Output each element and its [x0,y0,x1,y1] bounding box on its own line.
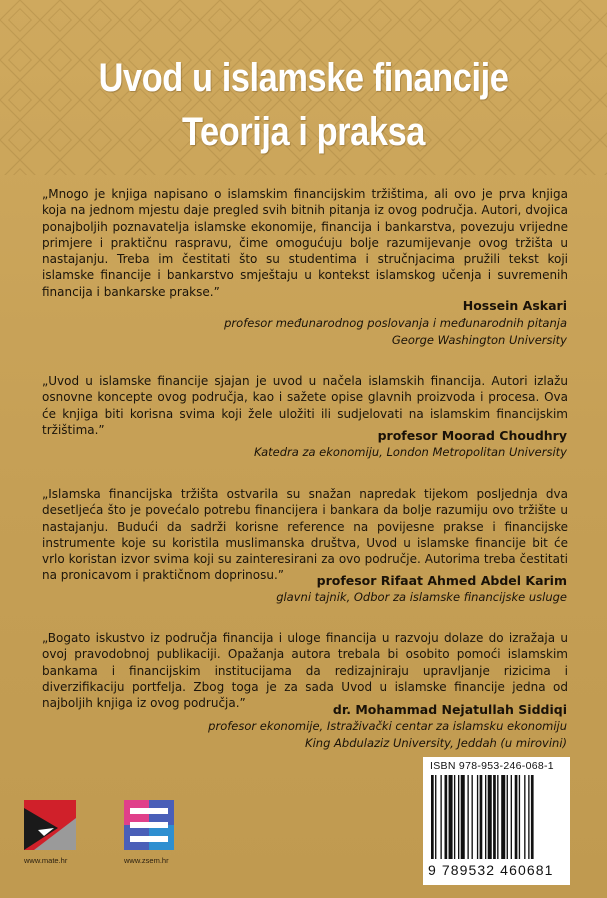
quote-4-author: dr. Mohammad Nejatullah Siddiqi [332,702,567,717]
barcode-digits: 9 789532 460681 [428,862,554,878]
quote-4-text: „Bogato iskustvo iz područja financija i uloge financija u razvoju dolaze do izražaja u ovoj pravodobnoj publikaciji. Opažanja autora trebala bi osobito pomoći islamskim bankama i financijskim institucijama da redizajniraju upravljanje rizicima i diverzifikaciju portfelja. Zbog toga je za sada Uvod u islamske financije jedna od najboljih knjiga iz ovog područja.” [42,631,568,711]
quote-3-text: „Islamska financijska tržišta ostvarila su snažan napredak tijekom posljednja dva desetljeća što je povećalo potrebu financijera i bankara da bolje razumiju ovo tržište u nastajanju. Budući da sadrži korisne reference na povijesne prakse i financijske instrumente koje su koristila muslimanska društva, Uvod u islamske financije bit će vrlo koristan izvor svima koji su zainteresirani za ovo područje. Autorima treba čestitati na pronicavom i praktičnom doprinosu.” [42,487,568,583]
quote-2-role-line1: Katedra za ekonomiju, London Metropolitan University [253,445,567,459]
book-title-line2: Teorija i praksa [182,110,425,154]
mate-logo-icon [24,800,76,850]
quote-1-author: Hossein Askari [462,298,567,313]
zsem-logo-icon [124,800,174,850]
mate-url: www.mate.hr [24,856,68,865]
quote-1-text: „Mnogo je knjiga napisano o islamskim financijskim tržištima, ali ovo je prva knjiga koja na jednom mjestu daje pregled svih bitnih pitanja iz ovog područja. Autori, dvojica ponajboljih poznavatelja islamske ekonomije, financija i bankarstva, povezuju vrijedne primjere i praktičnu raspravu, čime omogućuju bolje razumijevanje ovog tržišta u nastajanju. Treba im čestitati što su studentima i stručnjacima pružili tekst koji islamske financije i bankarstvo smještaju u kontekst islamskog učenja i suvremenih financija i bankarske prakse.” [42,187,568,299]
zsem-url: www.zsem.hr [124,856,169,865]
quote-1-role-line1: profesor međunarodnog poslovanja i međunarodnih pitanja [224,316,567,330]
quote-2-author: profesor Moorad Choudhry [377,428,567,443]
barcode-icon [431,775,565,861]
quote-3-author: profesor Rifaat Ahmed Abdel Karim [316,573,567,588]
quote-4-role-line2: King Abdulaziz University, Jeddah (u mirovini) [305,736,567,750]
quote-1-role-line2: George Washington University [391,333,567,347]
quote-4-role-line1: profesor ekonomije, Istraživački centar za islamsku ekonomiju [208,719,567,733]
isbn-text: ISBN 978-953-246-068-1 [430,760,554,772]
quote-3-role-line1: glavni tajnik, Odbor za islamske financijske usluge [276,590,567,604]
book-title-line1: Uvod u islamske financije [98,56,509,100]
quote-2-text: „Uvod u islamske financije sjajan je uvod u načela islamskih financija. Autori izlažu osnovne koncepte ovog područja, kao i sažete opise glavnih proizvoda i procesa. Ova će knjiga biti korisna svima koji žele uložiti ili sudjelovati na islamskim financijskim tržištima.” [42,374,568,437]
